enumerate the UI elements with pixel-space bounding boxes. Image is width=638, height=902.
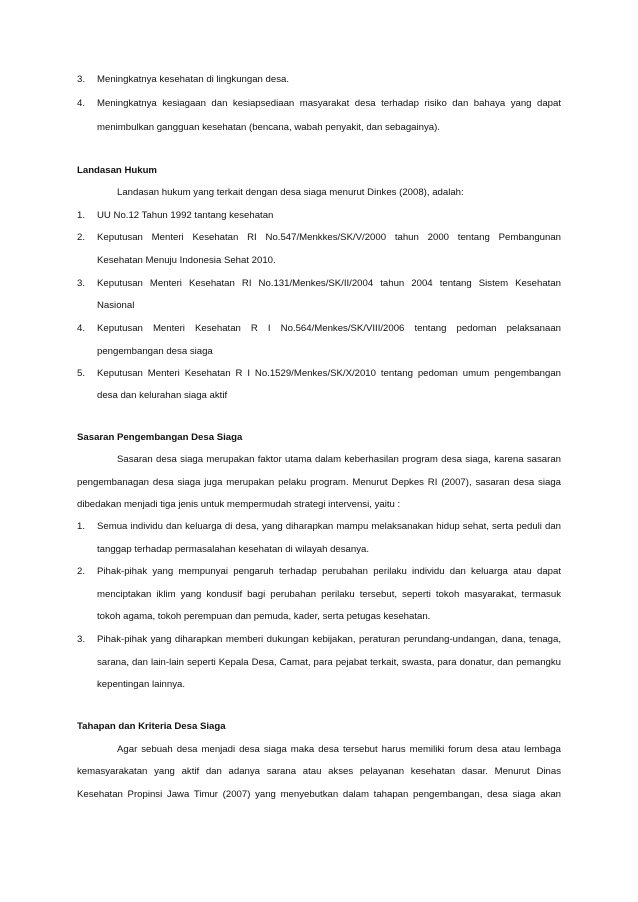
list-item-text: sarana, dan lain-lain seperti Kepala Desa, Camat, para pejabat terkait, swasta, para donatur, dan pemangku [97, 657, 561, 668]
list-item-text: Pihak-pihak yang mempunyai pengaruh terhadap perubahan perilaku individu dan keluarga atau dapat [97, 566, 561, 577]
list-number: 3. [77, 278, 86, 289]
list-number: 4. [77, 98, 86, 109]
list-item-text: Semua individu dan keluarga di desa, yang diharapkan mampu melaksanakan hidup sehat, serta peduli dan [97, 521, 561, 532]
section-heading: Tahapan dan Kriteria Desa Siaga [77, 721, 226, 732]
list-item-text: Meningkatnya kesehatan di lingkungan desa. [97, 74, 290, 85]
list-item-text: kepentingan lainnya. [97, 679, 186, 690]
list-item-text: Keputusan Menteri Kesehatan RI No.131/Menkes/SK/II/2004 tahun 2004 tentang Sistem Kesehatan [97, 278, 561, 289]
list-item-text: Pihak-pihak yang diharapkan memberi dukungan kebijakan, peraturan perundang-undangan, dana, tenaga, [97, 634, 561, 645]
list-number: 5. [77, 368, 86, 379]
section-intro: Landasan hukum yang terkait dengan desa siaga menurut Dinkes (2008), adalah: [117, 187, 464, 198]
paragraph-line: pengembanagan desa siaga juga merupakan pelaku program. Menurut Depkes RI (2007), sasaran desa siaga [77, 477, 561, 488]
list-item-text: tanggap terhadap permasalahan kesehatan di wilayah desanya. [97, 544, 370, 555]
list-number: 1. [77, 521, 86, 532]
list-item-text: pengembangan desa siaga [97, 346, 213, 357]
list-item-text: Keputusan Menteri Kesehatan RI No.547/Menkkes/SK/V/2000 tahun 2000 tentang Pembangunan [97, 232, 561, 243]
list-item-text: Keputusan Menteri Kesehatan R I No.564/Menkes/SK/VIII/2006 tentang pedoman pelaksanaan [97, 323, 561, 334]
section-heading: Landasan Hukum [77, 165, 157, 176]
list-item-text: menimbulkan gangguan kesehatan (bencana, wabah penyakit, dan sebagainya). [97, 122, 440, 133]
list-number: 3. [77, 74, 86, 85]
list-number: 2. [77, 566, 86, 577]
list-item-text: tokoh agama, tokoh perempuan dan pemuda, kader, serta petugas kesehatan. [97, 611, 431, 622]
list-number: 3. [77, 634, 86, 645]
list-item-text: menciptakan iklim yang kondusif bagi perubahan perilaku tersebut, seperti tokoh masyarakat, termasuk [97, 589, 561, 600]
list-item-text: Meningkatnya kesiagaan dan kesiapsediaan masyarakat desa terhadap risiko dan bahaya yang dapat [97, 98, 561, 109]
list-item-text: Kesehatan Menuju Indonesia Sehat 2010. [97, 255, 276, 266]
list-item-text: UU No.12 Tahun 1992 tantang kesehatan [97, 210, 274, 221]
paragraph-line: Agar sebuah desa menjadi desa siaga maka desa tersebut harus memiliki forum desa atau lembaga [117, 744, 561, 755]
list-item-text: desa dan kelurahan siaga aktif [97, 390, 228, 401]
paragraph-line: kemasyarakatan yang aktif dan adanya sarana atau akses pelayanan kesehatan dasar. Menurut Dinas [77, 766, 561, 777]
paragraph-line: dibedakan menjadi tiga jenis untuk mempermudah strategi intervensi, yaitu : [77, 499, 401, 510]
paragraph-line: Sasaran desa siaga merupakan faktor utama dalam keberhasilan program desa siaga, karena sasaran [117, 454, 561, 465]
list-number: 1. [77, 210, 86, 221]
paragraph-line: Kesehatan Propinsi Jawa Timur (2007) yang menyebutkan dalam tahapan pengembangan, desa siaga akan [77, 789, 561, 800]
list-number: 2. [77, 232, 86, 243]
section-heading: Sasaran Pengembangan Desa Siaga [77, 432, 243, 443]
list-number: 4. [77, 323, 86, 334]
list-item-text: Nasional [97, 300, 135, 311]
list-item-text: Keputusan Menteri Kesehatan R I No.1529/Menkes/SK/X/2010 tentang pedoman umum pengembangan [97, 368, 561, 379]
